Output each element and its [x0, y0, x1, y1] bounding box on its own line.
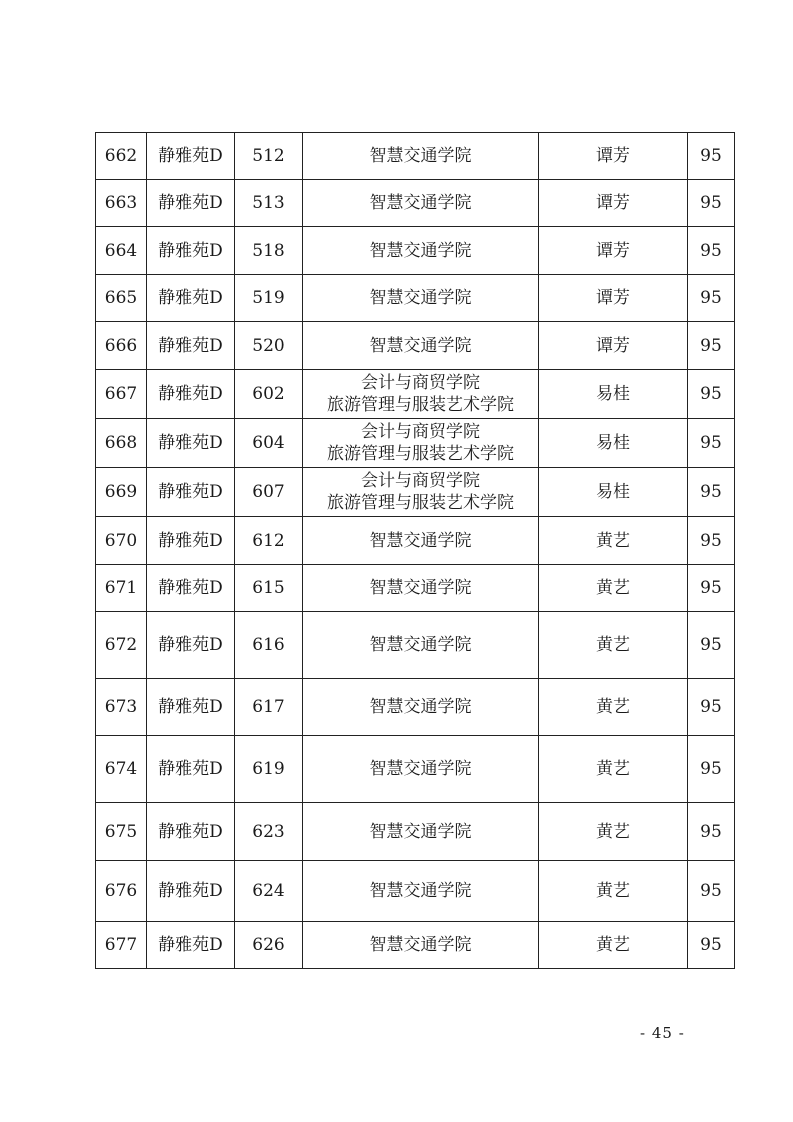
college-name: 智慧交通学院 [369, 759, 472, 779]
cell-building: 静雅苑D [147, 517, 235, 565]
cell-college [303, 227, 539, 275]
cell-number: 677 [96, 922, 147, 969]
cell-room: 512 [235, 133, 303, 180]
cell-score: 95 [688, 679, 735, 736]
cell-teacher: 谭芳 [539, 180, 688, 227]
cell-score: 95 [688, 370, 735, 419]
cell-room: 624 [235, 861, 303, 922]
table-row [96, 565, 735, 612]
cell-number: 671 [96, 565, 147, 612]
college-name: 智慧交通学院 [369, 821, 472, 842]
cell-number: 668 [96, 419, 147, 468]
college-name: 智慧交通学院 [369, 697, 472, 717]
college-name: 智慧交通学院 [369, 146, 472, 166]
college-name: 会计与商贸学院 [361, 422, 480, 442]
cell-college [303, 736, 539, 803]
cell-number: 669 [96, 468, 147, 517]
cell-teacher: 谭芳 [539, 322, 688, 370]
cell-teacher: 谭芳 [539, 133, 688, 180]
college-name: 旅游管理与服装艺术学院 [327, 444, 514, 464]
table-row [96, 370, 735, 419]
cell-score: 95 [688, 803, 735, 861]
cell-building: 静雅苑D [147, 861, 235, 922]
cell-college [303, 679, 539, 736]
cell-building: 静雅苑D [147, 133, 235, 180]
cell-number: 667 [96, 370, 147, 419]
cell-score: 95 [688, 922, 735, 969]
college-name: 会计与商贸学院 [361, 471, 480, 491]
cell-building: 静雅苑D [147, 736, 235, 803]
dormitory-score-table [95, 132, 735, 969]
cell-score: 95 [688, 180, 735, 227]
table-row [96, 922, 735, 969]
cell-teacher: 黄艺 [539, 736, 688, 803]
cell-college [303, 612, 539, 679]
cell-score: 95 [688, 322, 735, 370]
table-row [96, 517, 735, 565]
college-name: 智慧交通学院 [369, 881, 472, 901]
cell-room: 519 [235, 275, 303, 322]
cell-college [303, 322, 539, 370]
cell-college [303, 861, 539, 922]
cell-college [303, 133, 539, 180]
cell-room: 623 [235, 803, 303, 861]
cell-score: 95 [688, 275, 735, 322]
cell-building: 静雅苑D [147, 679, 235, 736]
cell-college [303, 370, 539, 419]
college-name: 智慧交通学院 [369, 530, 472, 551]
cell-college [303, 180, 539, 227]
cell-number: 664 [96, 227, 147, 275]
college-name: 智慧交通学院 [369, 193, 472, 213]
college-name: 智慧交通学院 [369, 335, 472, 356]
cell-number: 662 [96, 133, 147, 180]
cell-room: 607 [235, 468, 303, 517]
cell-number: 676 [96, 861, 147, 922]
college-name: 智慧交通学院 [369, 935, 472, 955]
cell-score: 95 [688, 133, 735, 180]
table-row [96, 861, 735, 922]
cell-number: 666 [96, 322, 147, 370]
cell-building: 静雅苑D [147, 275, 235, 322]
cell-teacher: 易桂 [539, 468, 688, 517]
college-name: 智慧交通学院 [369, 578, 472, 598]
cell-score: 95 [688, 861, 735, 922]
cell-building: 静雅苑D [147, 565, 235, 612]
cell-score: 95 [688, 468, 735, 517]
cell-teacher: 易桂 [539, 370, 688, 419]
cell-number: 674 [96, 736, 147, 803]
cell-room: 520 [235, 322, 303, 370]
cell-number: 663 [96, 180, 147, 227]
cell-college [303, 275, 539, 322]
cell-teacher: 黄艺 [539, 803, 688, 861]
cell-room: 612 [235, 517, 303, 565]
cell-number: 672 [96, 612, 147, 679]
table-row [96, 180, 735, 227]
table-row [96, 803, 735, 861]
cell-room: 602 [235, 370, 303, 419]
cell-teacher: 黄艺 [539, 922, 688, 969]
cell-college [303, 468, 539, 517]
cell-college [303, 803, 539, 861]
cell-building: 静雅苑D [147, 612, 235, 679]
cell-building: 静雅苑D [147, 370, 235, 419]
cell-score: 95 [688, 419, 735, 468]
college-name: 智慧交通学院 [369, 635, 472, 655]
cell-room: 518 [235, 227, 303, 275]
cell-room: 616 [235, 612, 303, 679]
college-name: 旅游管理与服装艺术学院 [327, 493, 514, 513]
cell-room: 617 [235, 679, 303, 736]
cell-teacher: 黄艺 [539, 679, 688, 736]
cell-building: 静雅苑D [147, 419, 235, 468]
cell-college [303, 419, 539, 468]
cell-score: 95 [688, 565, 735, 612]
cell-room: 615 [235, 565, 303, 612]
cell-teacher: 谭芳 [539, 275, 688, 322]
cell-teacher: 黄艺 [539, 612, 688, 679]
cell-teacher: 黄艺 [539, 861, 688, 922]
cell-room: 626 [235, 922, 303, 969]
cell-building: 静雅苑D [147, 468, 235, 517]
cell-building: 静雅苑D [147, 803, 235, 861]
table-row [96, 227, 735, 275]
table-row [96, 419, 735, 468]
cell-teacher: 谭芳 [539, 227, 688, 275]
cell-score: 95 [688, 227, 735, 275]
cell-teacher: 黄艺 [539, 565, 688, 612]
cell-building: 静雅苑D [147, 922, 235, 969]
cell-room: 604 [235, 419, 303, 468]
cell-number: 665 [96, 275, 147, 322]
cell-building: 静雅苑D [147, 227, 235, 275]
cell-room: 619 [235, 736, 303, 803]
cell-college [303, 565, 539, 612]
college-name: 智慧交通学院 [369, 288, 472, 308]
cell-building: 静雅苑D [147, 180, 235, 227]
cell-teacher: 黄艺 [539, 517, 688, 565]
cell-teacher: 易桂 [539, 419, 688, 468]
cell-number: 670 [96, 517, 147, 565]
table-row [96, 468, 735, 517]
table-row [96, 736, 735, 803]
table-body [96, 133, 735, 969]
cell-number: 675 [96, 803, 147, 861]
cell-score: 95 [688, 612, 735, 679]
college-name: 智慧交通学院 [369, 240, 472, 261]
cell-building: 静雅苑D [147, 322, 235, 370]
page-number: - 45 - [640, 1024, 685, 1042]
table-row [96, 275, 735, 322]
cell-score: 95 [688, 517, 735, 565]
cell-score: 95 [688, 736, 735, 803]
college-name: 会计与商贸学院 [361, 373, 480, 393]
college-name: 旅游管理与服装艺术学院 [327, 395, 514, 415]
table-row [96, 322, 735, 370]
table-row [96, 133, 735, 180]
cell-number: 673 [96, 679, 147, 736]
cell-room: 513 [235, 180, 303, 227]
table-row [96, 612, 735, 679]
cell-college [303, 517, 539, 565]
cell-college [303, 922, 539, 969]
table-row [96, 679, 735, 736]
